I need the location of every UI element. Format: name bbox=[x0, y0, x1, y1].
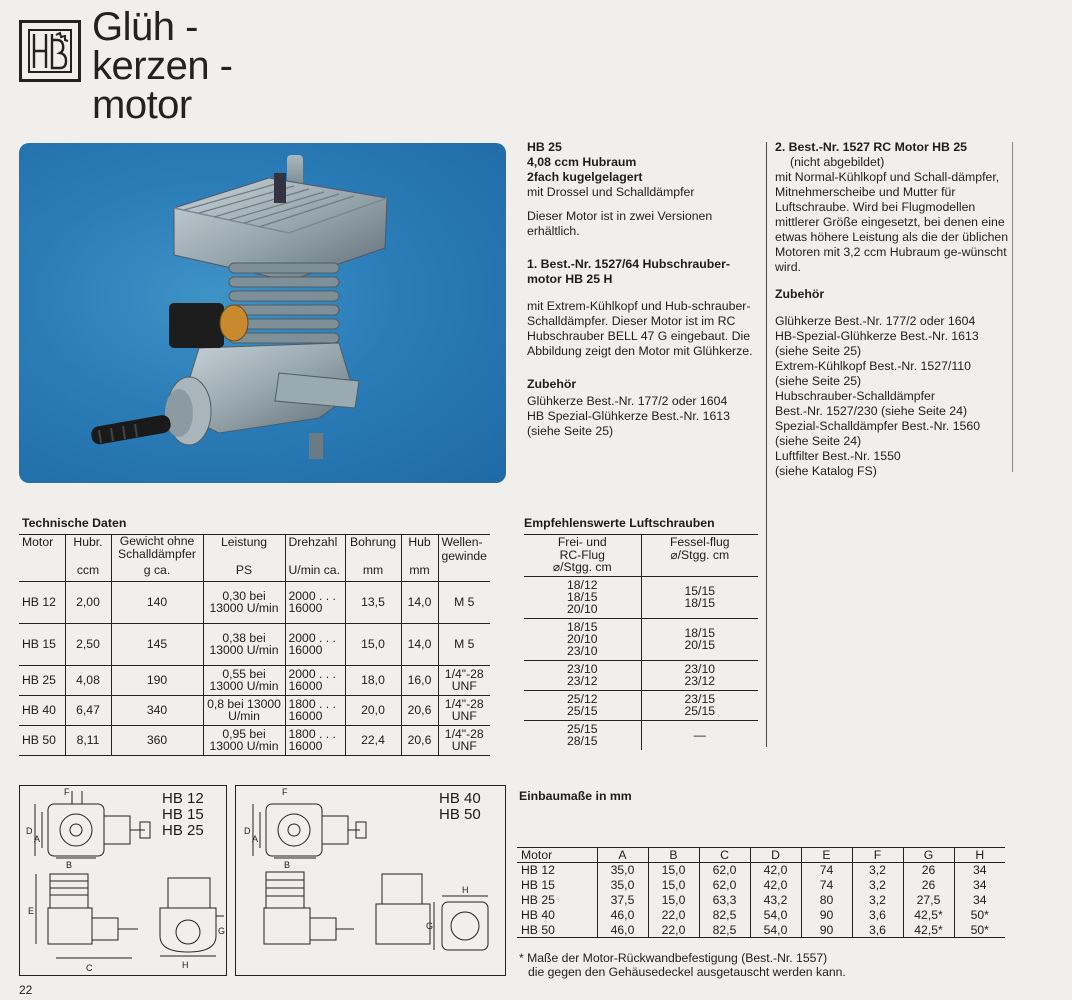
einbau-cell: 15,0 bbox=[648, 863, 699, 878]
tech-cell: 0,95 bei 13000 U/min bbox=[203, 725, 285, 755]
einbau-cell: 42,5* bbox=[903, 908, 954, 923]
zubehoer2-line-6: Best.-Nr. 1527/230 (siehe Seite 24) bbox=[775, 404, 968, 418]
luft-cell: 23/10 23/12 bbox=[567, 662, 598, 688]
einbau-cell: 50* bbox=[954, 908, 1005, 923]
luft-body bbox=[524, 576, 758, 750]
tech-cell: HB 25 bbox=[22, 673, 56, 687]
einbau-footnote bbox=[519, 951, 846, 979]
tech-u-bohrung: mm bbox=[345, 563, 401, 581]
einbau-cell: 3,6 bbox=[852, 923, 903, 938]
tech-cell: M 5 bbox=[438, 623, 490, 665]
tech-u-leistung: PS bbox=[203, 563, 285, 581]
tech-h-drehzahl: Drehzahl bbox=[285, 535, 345, 564]
tech-cell: 140 bbox=[111, 581, 203, 623]
einbau-h-a: A bbox=[597, 848, 648, 863]
tech-h-hubr: Hubr. bbox=[65, 535, 111, 564]
tech-cell: 360 bbox=[111, 725, 203, 755]
tech-cell: 0,30 bei 13000 U/min bbox=[203, 581, 285, 623]
luft-title: Empfehlenswerte Luftschrauben bbox=[524, 516, 715, 530]
einbau-cell: 34 bbox=[954, 878, 1005, 893]
einbau-cell: HB 25 bbox=[521, 893, 555, 907]
einbau-cell: 37,5 bbox=[597, 893, 648, 908]
einbau-row bbox=[517, 923, 1005, 938]
zubehoer2-line-9: Luftfilter Best.-Nr. 1550 bbox=[775, 449, 901, 463]
tech-cell: 15,0 bbox=[345, 623, 401, 665]
einbau-cell: 22,0 bbox=[648, 908, 699, 923]
einbau-cell: HB 15 bbox=[521, 878, 555, 892]
einbau-cell: 3,2 bbox=[852, 863, 903, 878]
drawing1-label-a: A bbox=[34, 834, 41, 844]
right-margin-rule bbox=[1012, 142, 1013, 472]
drawing2-label-h: H bbox=[462, 885, 469, 895]
luft-cell: 25/15 28/15 bbox=[567, 722, 598, 749]
tech-cell: 0,8 bei 13000 U/min bbox=[203, 695, 285, 725]
tech-u-hubr: ccm bbox=[65, 563, 111, 581]
tech-cell: 145 bbox=[111, 623, 203, 665]
tech-cell: 2000 . . . 16000 bbox=[285, 665, 345, 695]
einbau-cell: 15,0 bbox=[648, 878, 699, 893]
tech-cell: 2000 . . . 16000 bbox=[285, 581, 345, 623]
einbau-h-d: D bbox=[750, 848, 801, 863]
intro-bearings: 2fach kugelgelagert bbox=[527, 170, 643, 184]
einbau-row bbox=[517, 908, 1005, 923]
zubehoer2-heading: Zubehör bbox=[775, 287, 825, 301]
tech-cell: 1800 . . . 16000 bbox=[285, 695, 345, 725]
luft-head bbox=[524, 535, 758, 577]
tech-cell: 190 bbox=[111, 665, 203, 695]
drawing2-figure bbox=[236, 786, 505, 975]
tech-u-gewicht: g ca. bbox=[111, 563, 203, 581]
einbau-cell: 43,2 bbox=[750, 893, 801, 908]
luft-cell: — bbox=[641, 720, 758, 750]
einbau-h-e: E bbox=[801, 848, 852, 863]
drawing1-label-f: F bbox=[64, 787, 70, 797]
intro-column bbox=[527, 140, 759, 439]
tech-table bbox=[19, 534, 490, 756]
zubehoer2-line-3: Extrem-Kühlkopf Best.-Nr. 1527/110 bbox=[775, 359, 971, 373]
zubehoer1-line-1: HB Spezial-Glühkerze Best.-Nr. 1613 bbox=[527, 409, 730, 423]
einbau-cell: 42,0 bbox=[750, 863, 801, 878]
einbau-cell: 82,5 bbox=[699, 923, 750, 938]
einbau-cell: 90 bbox=[801, 923, 852, 938]
zubehoer2-line-1: HB-Spezial-Glühkerze Best.-Nr. 1613 bbox=[775, 329, 979, 343]
einbau-cell: 42,0 bbox=[750, 878, 801, 893]
einbau-h-g: G bbox=[903, 848, 954, 863]
drawing1-label-g: G bbox=[218, 926, 226, 936]
tech-body bbox=[19, 581, 490, 755]
tech-cell: 0,38 bei 13000 U/min bbox=[203, 623, 285, 665]
zubehoer2-line-2: (siehe Seite 25) bbox=[775, 344, 862, 358]
einbau-cell: 35,0 bbox=[597, 863, 648, 878]
luft-table bbox=[524, 534, 758, 750]
zubehoer1-line-0: Glühkerze Best.-Nr. 177/2 oder 1604 bbox=[527, 394, 728, 408]
luft-cell: 15/15 18/15 bbox=[641, 576, 758, 618]
luft-row bbox=[524, 690, 758, 720]
drawing1-label-h: H bbox=[182, 960, 189, 970]
tech-h-gewicht: Gewicht ohne Schalldämpfer bbox=[111, 535, 203, 564]
tech-cell: 14,0 bbox=[401, 581, 438, 623]
einbau-cell: 3,2 bbox=[852, 878, 903, 893]
einbau-row bbox=[517, 893, 1005, 908]
einbau-cell: 26 bbox=[903, 878, 954, 893]
einbau-cell: 90 bbox=[801, 908, 852, 923]
tech-cell: 20,0 bbox=[345, 695, 401, 725]
intro-model: HB 25 bbox=[527, 140, 562, 154]
einbau-cell: 74 bbox=[801, 878, 852, 893]
einbau-h-b: B bbox=[648, 848, 699, 863]
drawing2-models: HB 40 HB 50 bbox=[439, 790, 481, 823]
einbau-cell: 26 bbox=[903, 863, 954, 878]
tech-row bbox=[19, 623, 490, 665]
einbau-cell: 34 bbox=[954, 893, 1005, 908]
einbau-title: Einbaumaße in mm bbox=[519, 789, 632, 803]
zubehoer2-line-8: (siehe Seite 24) bbox=[775, 434, 862, 448]
luft-cell: 23/15 25/15 bbox=[641, 690, 758, 720]
version2-column bbox=[775, 140, 1010, 479]
luft-cell: 18/12 18/15 20/10 bbox=[567, 578, 598, 616]
einbau-cell: 54,0 bbox=[750, 923, 801, 938]
einbau-cell: 80 bbox=[801, 893, 852, 908]
tech-h-bohrung: Bohrung bbox=[345, 535, 401, 564]
drawing1-label-e: E bbox=[28, 906, 35, 916]
tech-cell: M 5 bbox=[438, 581, 490, 623]
tech-head bbox=[19, 535, 490, 582]
einbau-footnote-2: die gegen den Gehäusedeckel ausgetauscht werden kann. bbox=[528, 965, 846, 979]
tech-cell: 1/4"-28 UNF bbox=[438, 695, 490, 725]
tech-cell: 2,00 bbox=[65, 581, 111, 623]
intro-versions: Dieser Motor ist in zwei Versionen erhältlich. bbox=[527, 209, 713, 238]
drawing1-label-b: B bbox=[66, 860, 73, 870]
zubehoer1-line-2: (siehe Seite 25) bbox=[527, 424, 614, 438]
tech-cell: HB 40 bbox=[22, 703, 56, 717]
einbau-cell: 42,5* bbox=[903, 923, 954, 938]
tech-u-welle bbox=[438, 563, 490, 581]
einbau-cell: 27,5 bbox=[903, 893, 954, 908]
tech-cell: 0,55 bei 13000 U/min bbox=[203, 665, 285, 695]
tech-cell: HB 15 bbox=[22, 637, 56, 651]
tech-cell: 18,0 bbox=[345, 665, 401, 695]
zubehoer2-line-10: (siehe Katalog FS) bbox=[775, 464, 877, 478]
einbau-h-motor: Motor bbox=[521, 848, 553, 862]
einbau-body bbox=[517, 863, 1005, 938]
tech-cell: 2000 . . . 16000 bbox=[285, 623, 345, 665]
einbau-cell: 82,5 bbox=[699, 908, 750, 923]
version2-sub: (nicht abgebildet) bbox=[790, 155, 885, 169]
tech-h-welle: Wellen-gewinde bbox=[438, 535, 490, 564]
drawing1-figure bbox=[20, 786, 226, 975]
intro-features: mit Drossel und Schalldämpfer bbox=[527, 185, 695, 199]
drawing1-label-c: C bbox=[86, 963, 93, 973]
drawing2-label-b: B bbox=[284, 860, 291, 870]
drawing2-label-g: G bbox=[426, 921, 434, 931]
luft-cell: 18/15 20/10 23/10 bbox=[567, 620, 598, 658]
zubehoer2-line-7: Spezial-Schalldämpfer Best.-Nr. 1560 bbox=[775, 419, 981, 433]
version1-text: mit Extrem-Kühlkopf und Hub-schrauber-Schalldämpfer. Dieser Motor ist im RC Hubschrauber BELL 47 G eingebaut. Die Abbildung zeigt den Motor mit Glühkerze. bbox=[527, 299, 753, 358]
intro-displacement: 4,08 ccm Hubraum bbox=[527, 155, 637, 169]
tech-cell: 1800 . . . 16000 bbox=[285, 725, 345, 755]
luft-cell: 18/15 20/15 bbox=[641, 618, 758, 660]
drawing1-label-d: D bbox=[26, 826, 33, 836]
dimension-drawing-hb40-50 bbox=[235, 785, 506, 976]
tech-row bbox=[19, 725, 490, 755]
tech-cell: 1/4"-28 UNF bbox=[438, 725, 490, 755]
einbau-cell: 62,0 bbox=[699, 878, 750, 893]
tech-u-drehzahl: U/min ca. bbox=[285, 563, 345, 581]
einbau-h-h: H bbox=[954, 848, 1005, 863]
tech-cell: 4,08 bbox=[65, 665, 111, 695]
einbau-cell: 3,6 bbox=[852, 908, 903, 923]
tech-cell: 6,47 bbox=[65, 695, 111, 725]
luft-header-row bbox=[524, 535, 758, 577]
tech-cell: 20,6 bbox=[401, 725, 438, 755]
engine-illustration bbox=[19, 143, 506, 483]
einbau-header-row bbox=[517, 848, 1005, 863]
tech-h-hub: Hub bbox=[401, 535, 438, 564]
zubehoer2-line-5: Hubschrauber-Schalldämpfer bbox=[775, 389, 935, 403]
einbau-h-c: C bbox=[699, 848, 750, 863]
einbau-table bbox=[517, 847, 1005, 938]
hb-logo bbox=[19, 20, 81, 82]
logo-hb-mark-icon bbox=[30, 31, 70, 71]
tech-cell: HB 50 bbox=[22, 733, 56, 747]
einbau-cell: 3,2 bbox=[852, 893, 903, 908]
logo-inner-frame bbox=[28, 29, 72, 73]
version1-heading: 1. Best.-Nr. 1527/64 Hubschrauber-motor HB 25 H bbox=[527, 257, 730, 286]
tech-cell: 13,5 bbox=[345, 581, 401, 623]
luft-row bbox=[524, 720, 758, 750]
einbau-cell: 46,0 bbox=[597, 923, 648, 938]
tech-cell: HB 12 bbox=[22, 595, 56, 609]
einbau-cell: 63,3 bbox=[699, 893, 750, 908]
version2-text: mit Normal-Kühlkopf und Schall-dämpfer, Mitnehmerscheibe und Mutter für Luftschraube. Wird bei Flugmodellen mittlerer Größe eingesetzt, bei denen eine etwas höhere Leistung als die der üblichen Motoren mit 3,2 ccm Hubraum ge-wünscht wird. bbox=[775, 170, 1009, 274]
einbau-cell: HB 50 bbox=[521, 922, 555, 937]
tech-cell: 1/4"-28 UNF bbox=[438, 665, 490, 695]
einbau-footnote-1: * Maße der Motor-Rückwandbefestigung (Best.-Nr. 1557) bbox=[519, 951, 828, 965]
drawing2-label-a: A bbox=[252, 834, 259, 844]
tech-u-motor bbox=[19, 563, 65, 581]
einbau-cell: 54,0 bbox=[750, 908, 801, 923]
dimension-drawing-hb12-25 bbox=[19, 785, 227, 976]
einbau-cell: 35,0 bbox=[597, 878, 648, 893]
luft-cell: 25/12 25/15 bbox=[567, 692, 598, 718]
einbau-cell: 74 bbox=[801, 863, 852, 878]
drawing2-label-f: F bbox=[282, 787, 288, 797]
tech-cell: 20,6 bbox=[401, 695, 438, 725]
einbau-cell: 50* bbox=[954, 923, 1005, 938]
einbau-cell: HB 12 bbox=[521, 863, 555, 878]
einbau-head bbox=[517, 848, 1005, 863]
einbau-cell: 46,0 bbox=[597, 908, 648, 923]
tech-cell: 14,0 bbox=[401, 623, 438, 665]
einbau-cell: 15,0 bbox=[648, 893, 699, 908]
einbau-h-f: F bbox=[852, 848, 903, 863]
luft-h-fessel: Fessel-flug ⌀/Stgg. cm bbox=[641, 535, 758, 577]
tech-cell: 22,4 bbox=[345, 725, 401, 755]
zubehoer2-line-0: Glühkerze Best.-Nr. 177/2 oder 1604 bbox=[775, 314, 976, 328]
page-title: Glüh - kerzen - motor bbox=[92, 5, 233, 127]
tech-cell: 8,11 bbox=[65, 725, 111, 755]
luft-cell: 23/10 23/12 bbox=[641, 660, 758, 690]
luft-row bbox=[524, 618, 758, 660]
tech-h-leistung: Leistung bbox=[203, 535, 285, 564]
drawing1-models: HB 12 HB 15 HB 25 bbox=[162, 790, 204, 839]
einbau-row bbox=[517, 878, 1005, 893]
luft-row bbox=[524, 660, 758, 690]
einbau-cell: 34 bbox=[954, 863, 1005, 878]
tech-cell: 340 bbox=[111, 695, 203, 725]
luft-row bbox=[524, 576, 758, 618]
engine-photo bbox=[19, 143, 506, 483]
tech-header-row bbox=[19, 535, 490, 564]
einbau-cell: 62,0 bbox=[699, 863, 750, 878]
drawing2-label-d: D bbox=[244, 826, 251, 836]
einbau-row bbox=[517, 863, 1005, 878]
einbau-cell: 22,0 bbox=[648, 923, 699, 938]
tech-row bbox=[19, 665, 490, 695]
tech-h-motor: Motor bbox=[22, 535, 54, 549]
tech-row bbox=[19, 695, 490, 725]
zubehoer1-heading: Zubehör bbox=[527, 377, 577, 391]
version2-heading: 2. Best.-Nr. 1527 RC Motor HB 25 bbox=[775, 140, 968, 154]
column-divider bbox=[766, 142, 767, 747]
tech-cell: 2,50 bbox=[65, 623, 111, 665]
tech-u-hub: mm bbox=[401, 563, 438, 581]
tech-unit-row bbox=[19, 563, 490, 581]
tech-row bbox=[19, 581, 490, 623]
luft-h-frei: Frei- und RC-Flug ⌀/Stgg. cm bbox=[552, 535, 612, 574]
zubehoer2-line-4: (siehe Seite 25) bbox=[775, 374, 862, 388]
page-number: 22 bbox=[19, 983, 33, 997]
einbau-cell: HB 40 bbox=[521, 908, 555, 922]
tech-title: Technische Daten bbox=[22, 516, 127, 530]
tech-cell: 16,0 bbox=[401, 665, 438, 695]
